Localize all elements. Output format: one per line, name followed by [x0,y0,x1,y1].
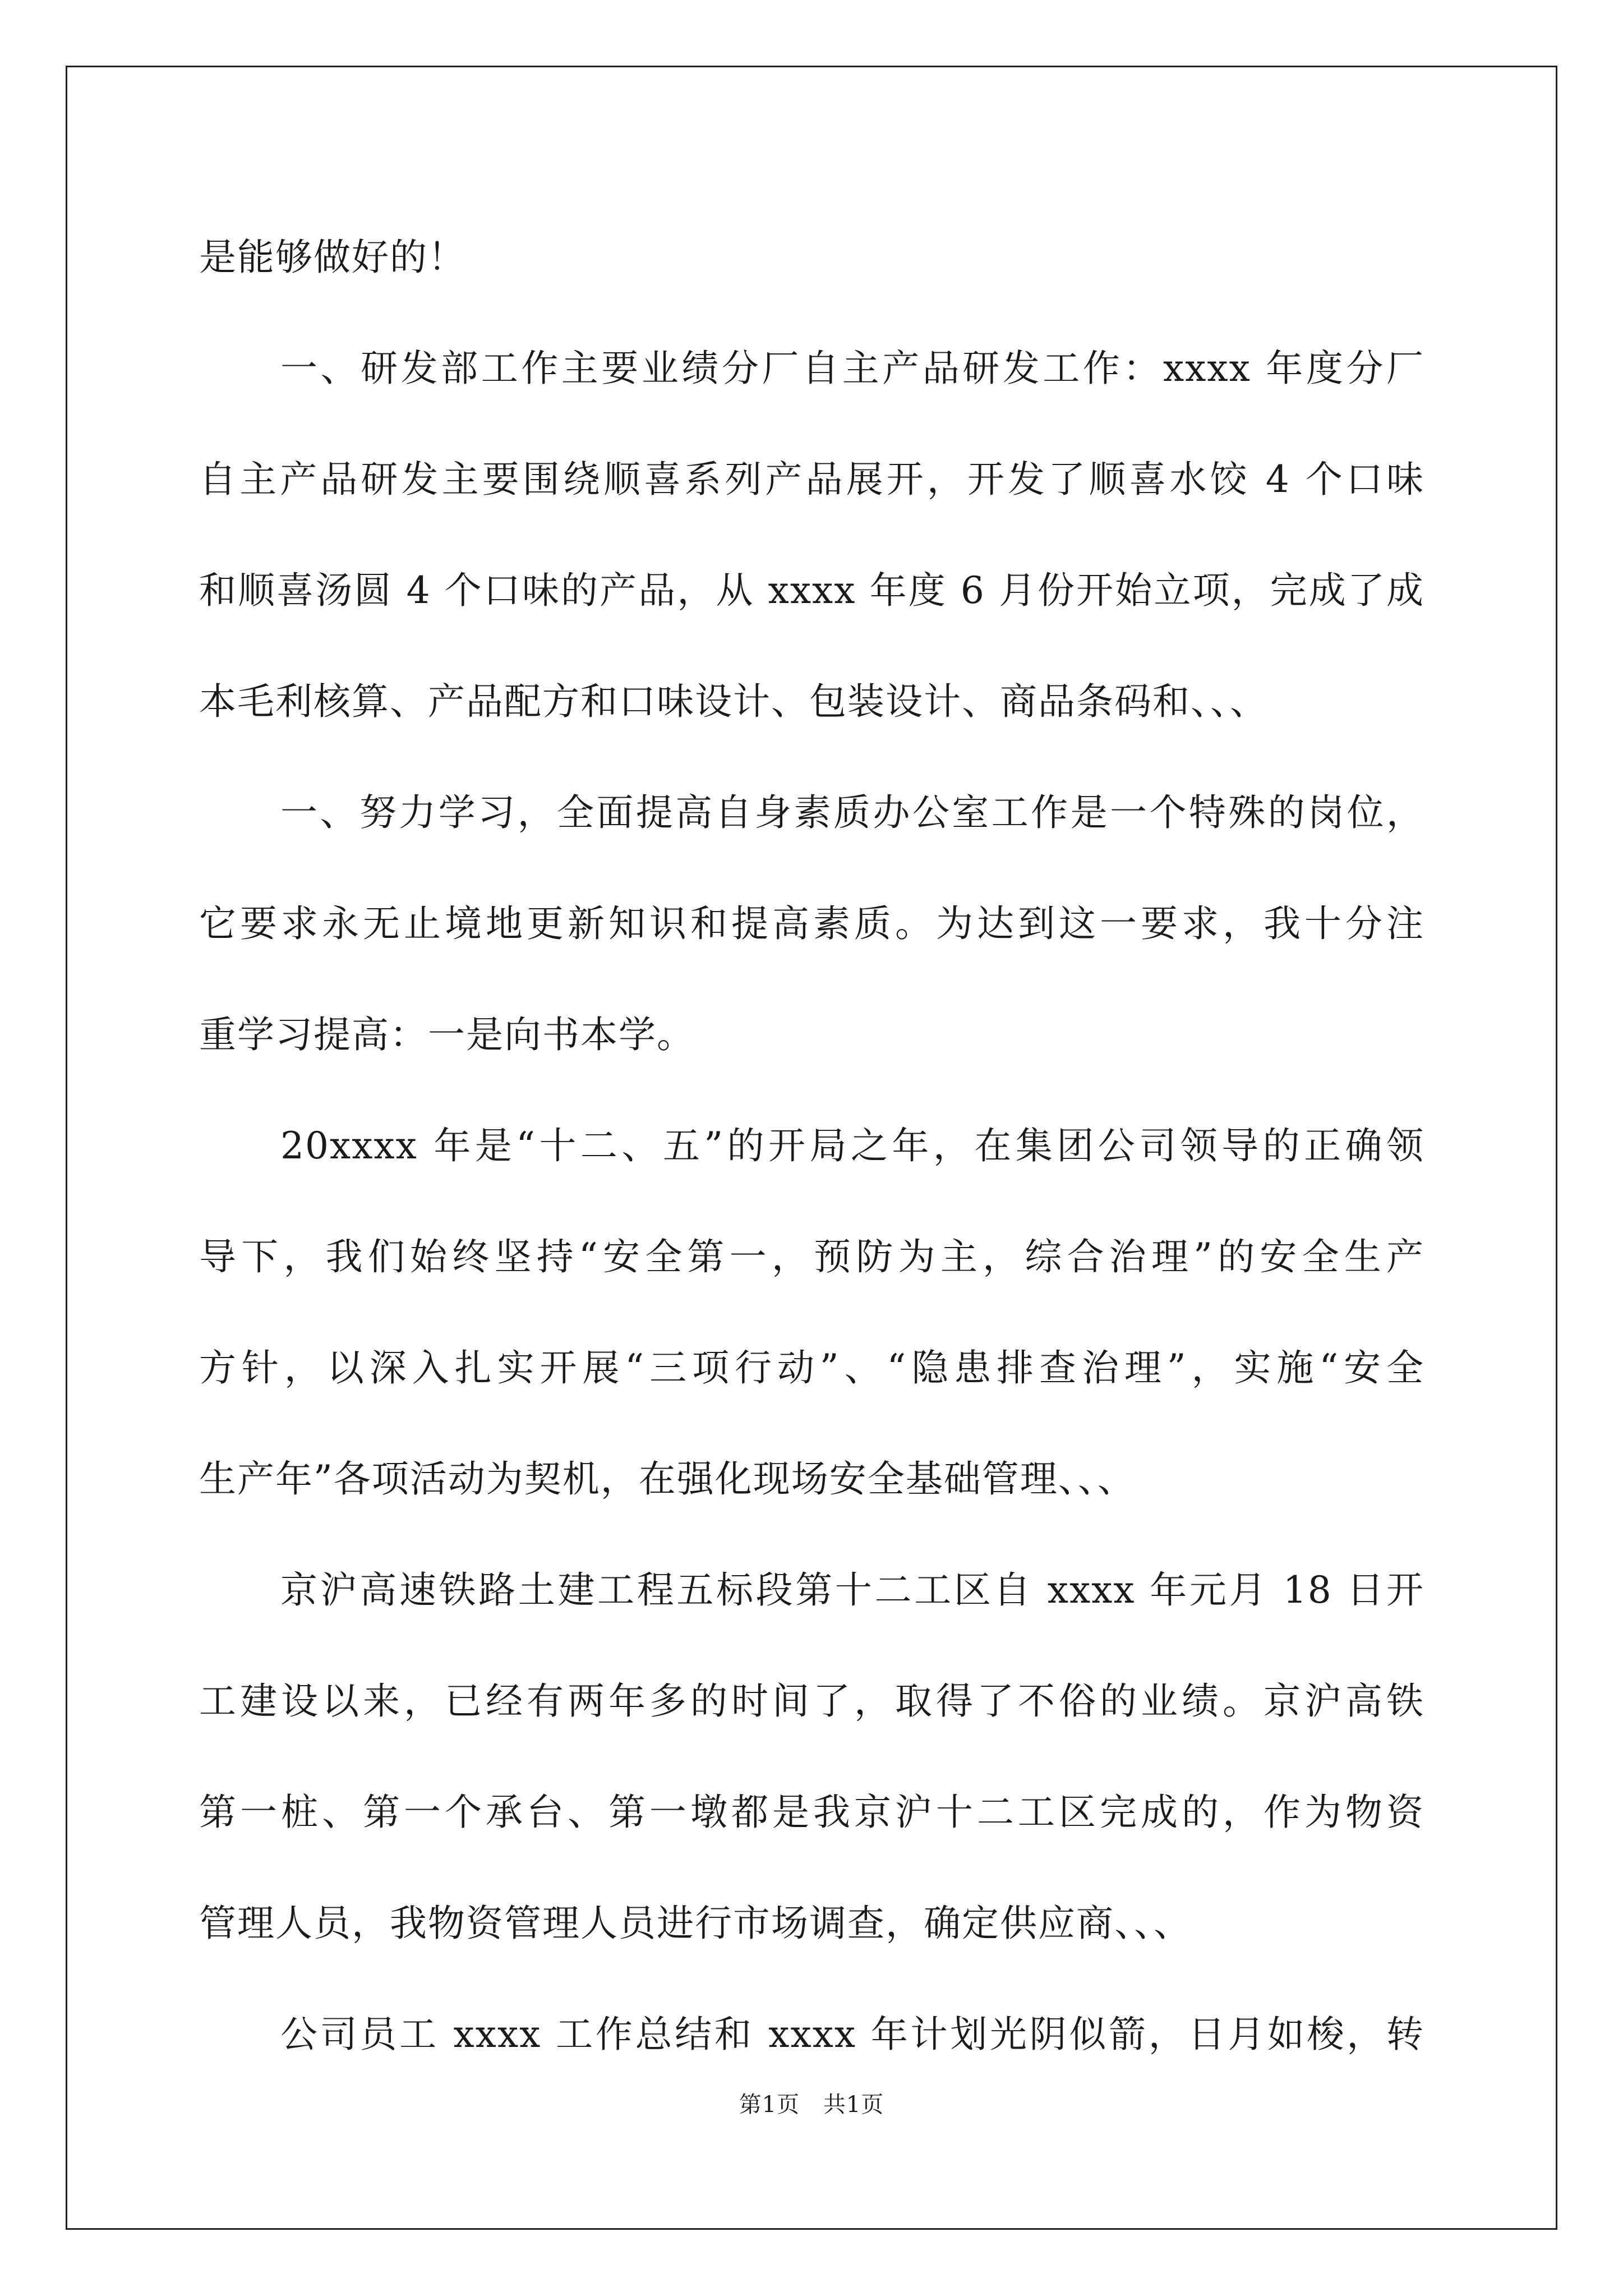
text-line: 本毛利核算、产品配方和口味设计、包装设计、商品条码和、、、 [199,680,1268,723]
text-line: 一、研发部工作主要业绩分厂自主产品研发工作：xxxx 年度分厂 [280,347,1424,390]
text-line: 第一桩、第一个承台、第一墩都是我京沪十二工区完成的，作为物资 [199,1791,1424,1834]
text-line: 生产年”各项活动为契机，在强化现场安全基础管理、、、 [199,1457,1136,1501]
text-line: 方针，以深入扎实开展“三项行动”、“隐患排查治理”，实施“安全 [199,1346,1424,1389]
text-line: 是能够做好的！ [199,236,466,279]
text-line: 和顺喜汤圆 4 个口味的产品，从 xxxx 年度 6 月份开始立项，完成了成 [199,569,1424,612]
document-body [199,202,1424,2090]
text-line: 导下，我们始终坚持“安全第一，预防为主，综合治理”的安全生产 [199,1235,1424,1278]
page-footer [0,2087,1623,2119]
text-line: 公司员工 xxxx 工作总结和 xxxx 年计划光阴似箭，日月如梭，转 [280,2013,1424,2056]
page-total: 共1页 [823,2092,884,2118]
text-line: 管理人员，我物资管理人员进行市场调查，确定供应商、、、 [199,1902,1192,1945]
text-line: 自主产品研发主要围绕顺喜系列产品展开，开发了顺喜水饺 4 个口味 [199,458,1424,501]
text-line: 京沪高速铁路土建工程五标段第十二工区自 xxxx 年元月 18 日开 [280,1568,1424,1612]
text-line: 重学习提高：一是向书本学。 [199,1013,695,1056]
text-line: 工建设以来，已经有两年多的时间了，取得了不俗的业绩。京沪高铁 [199,1680,1424,1723]
text-line: 20xxxx 年是“十二、五”的开局之年，在集团公司领导的正确领 [280,1124,1424,1167]
text-line: 一、努力学习，全面提高自身素质办公室工作是一个特殊的岗位， [280,791,1424,834]
page-number: 第1页 [739,2092,800,2118]
text-line: 它要求永无止境地更新知识和提高素质。为达到这一要求，我十分注 [199,902,1424,945]
